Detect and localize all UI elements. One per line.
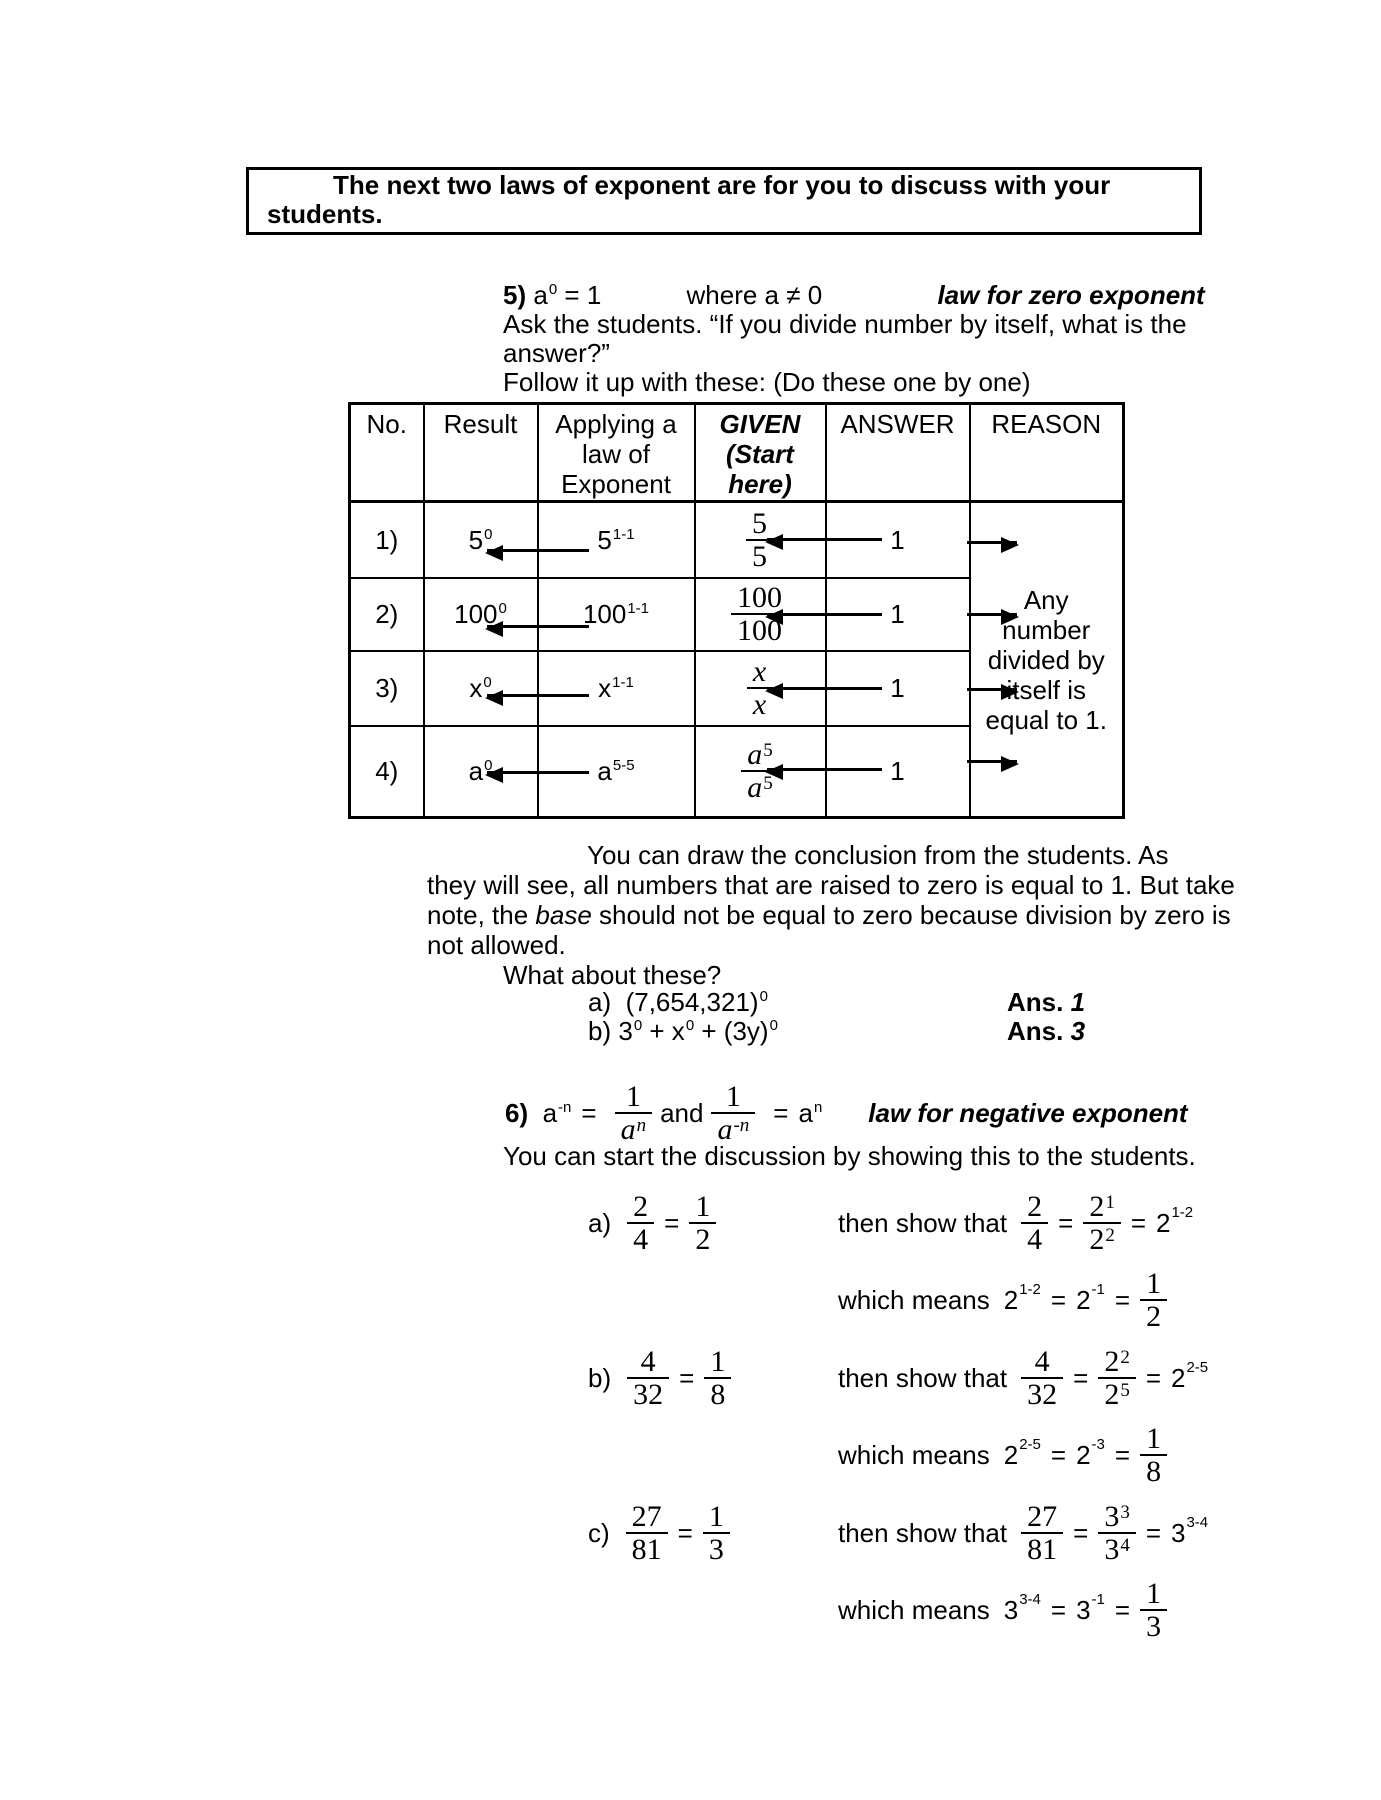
item-number: 6) (505, 1098, 529, 1128)
fraction: $\frac{5}{5}$ (746, 508, 774, 572)
reason-cell (970, 502, 1124, 818)
arrow-left-icon (487, 771, 589, 774)
section-6-law-line: 6) $a^{-n}$ = $\frac{1}{a^n}$ and $\frac{1}{a^{-n}}$ = $a^n$ law for negative exponent (505, 1080, 1188, 1146)
example-c (588, 1494, 1208, 1649)
cell-no: 1) (350, 502, 424, 578)
means-line: which means 2 $^{2-5}$ = 2 $^{-3}$ = $\frac{1}{8}$ (838, 1416, 1208, 1494)
item-a (588, 988, 1085, 1017)
conclusion-line-4: not allowed. (427, 930, 566, 960)
means-line: which means 3 $^{3-4}$ = 3 $^{-1}$ = $\frac{1}{3}$ (838, 1571, 1208, 1649)
cell-applying: 100$^{1-1}$ (538, 578, 695, 651)
cell-answer: 1 (826, 578, 970, 651)
and-word: and (660, 1098, 704, 1128)
ask-line-1: Ask the students. “If you divide number by itself, what is the (503, 309, 1187, 339)
cell-no: 2) (350, 578, 424, 651)
cell-applying: $a^{5-5}$ (538, 726, 695, 818)
cell-result: $5^0$ (424, 502, 538, 578)
where-clause: where a ≠ 0 (686, 280, 823, 310)
formula-exponent: 0 (548, 281, 558, 298)
cell-given (695, 726, 826, 818)
fraction: $\frac{x}{x}$ (747, 656, 773, 720)
title-line-1: The next two laws of exponent are for you to discuss with your (333, 170, 1111, 200)
section-5 (503, 281, 1205, 397)
exponent-table (348, 402, 1125, 819)
cell-answer: 1 (826, 651, 970, 726)
cell-applying: 5$^{1-1}$ (538, 502, 695, 578)
cell-applying: $x^{1-1}$ (538, 651, 695, 726)
arrow-right-icon (967, 688, 1017, 691)
fraction: $\frac{100}{100}$ (731, 582, 789, 646)
fraction: $\frac{1}{a^{-n}}$ (711, 1081, 755, 1145)
zero-exponent-law-line (503, 281, 1205, 310)
arrow-left-icon (767, 687, 882, 690)
item-number: 5) (503, 280, 527, 310)
example-c-expression: c) $\frac{27}{81}$ = $\frac{1}{3}$ (588, 1494, 838, 1571)
show-line: then show that $\frac{2}{4}$ = $\frac{2^1}{2^2}$ = 2 $^{1-2}$ (838, 1189, 1194, 1256)
example-a (588, 1184, 1208, 1339)
formula-equals: = 1 (564, 280, 602, 310)
arrow-right-icon (967, 760, 1017, 763)
arrow-right-icon (967, 613, 1017, 616)
arrow-left-icon (767, 538, 882, 541)
example-a-expression: a) $\frac{2}{4}$ = $\frac{1}{2}$ (588, 1184, 838, 1261)
item-a-expression: a) $(7,654,321)^0$ (588, 987, 768, 1017)
col-header-given: GIVEN (Start here) (695, 404, 826, 502)
table-header-row (350, 404, 1124, 502)
fraction: $\frac{a^5}{a^5}$ (741, 739, 779, 803)
item-a-answer: Ans. 1 (1007, 987, 1086, 1017)
arrow-right-icon (967, 541, 1017, 544)
example-b (588, 1339, 1208, 1494)
col-header-no: No. (350, 404, 424, 502)
item-b-answer: Ans. 3 (1007, 1016, 1086, 1046)
title-box (246, 167, 1202, 235)
col-header-result: Result (424, 404, 538, 502)
conclusion-line-3: note, the base should not be equal to zero because division by zero is (427, 900, 1231, 930)
conclusion-line-1: You can draw the conclusion from the students. As (587, 840, 1169, 870)
col-header-reason: REASON (970, 404, 1124, 502)
arrow-left-icon (487, 625, 589, 628)
rhs-term: $a^n$ (798, 1098, 823, 1128)
cell-no: 3) (350, 651, 424, 726)
reason-text: Any number divided by itself is equal to 1. (985, 584, 1107, 735)
cell-no: 4) (350, 726, 424, 818)
start-discussion-line: You can start the discussion by showing this to the students. (503, 1141, 1196, 1171)
cell-result: $a^0$ (424, 726, 538, 818)
arrow-left-icon (767, 768, 882, 771)
cell-answer: 1 (826, 726, 970, 818)
cell-answer: 1 (826, 502, 970, 578)
lhs-term: $a^{-n}$ (542, 1098, 572, 1128)
follow-up-line: Follow it up with these: (Do these one by one) (503, 367, 1031, 397)
arrow-left-icon (487, 694, 589, 697)
item-b (588, 1017, 1085, 1046)
cell-result: $100^0$ (424, 578, 538, 651)
means-line: which means 2 $^{1-2}$ = 2 $^{-1}$ = $\frac{1}{2}$ (838, 1261, 1193, 1339)
what-about-heading: What about these? (503, 960, 722, 990)
item-b-expression: b) $3^0 + x^0 + (3y)^0$ (588, 1016, 778, 1046)
law-name: law for negative exponent (868, 1098, 1188, 1128)
table-row (350, 502, 1124, 578)
conclusion-paragraph (427, 840, 1251, 960)
show-line: then show that $\frac{27}{81}$ = $\frac{3^3}{3^4}$ = 3 $^{3-4}$ (838, 1499, 1209, 1566)
arrow-left-icon (487, 549, 589, 552)
col-header-applying: Applying a law of Exponent (538, 404, 695, 502)
title-line-2: students. (267, 199, 383, 229)
ask-line-2: answer?” (503, 338, 610, 368)
show-line: then show that $\frac{4}{32}$ = $\frac{2^2}{2^5}$ = 2 $^{2-5}$ (838, 1344, 1209, 1411)
cell-result: $x^0$ (424, 651, 538, 726)
example-b-expression: b) $\frac{4}{32}$ = $\frac{1}{8}$ (588, 1339, 838, 1416)
conclusion-line-2: they will see, all numbers that are raised to zero is equal to 1. But take (427, 870, 1235, 900)
what-about-items (588, 988, 1085, 1046)
law-name: law for zero exponent (937, 280, 1205, 310)
fraction: $\frac{1}{a^n}$ (615, 1081, 653, 1145)
col-header-answer: ANSWER (826, 404, 970, 502)
formula-base: a (533, 280, 548, 310)
arrow-left-icon (767, 613, 882, 616)
negative-exponent-examples (588, 1184, 1208, 1649)
